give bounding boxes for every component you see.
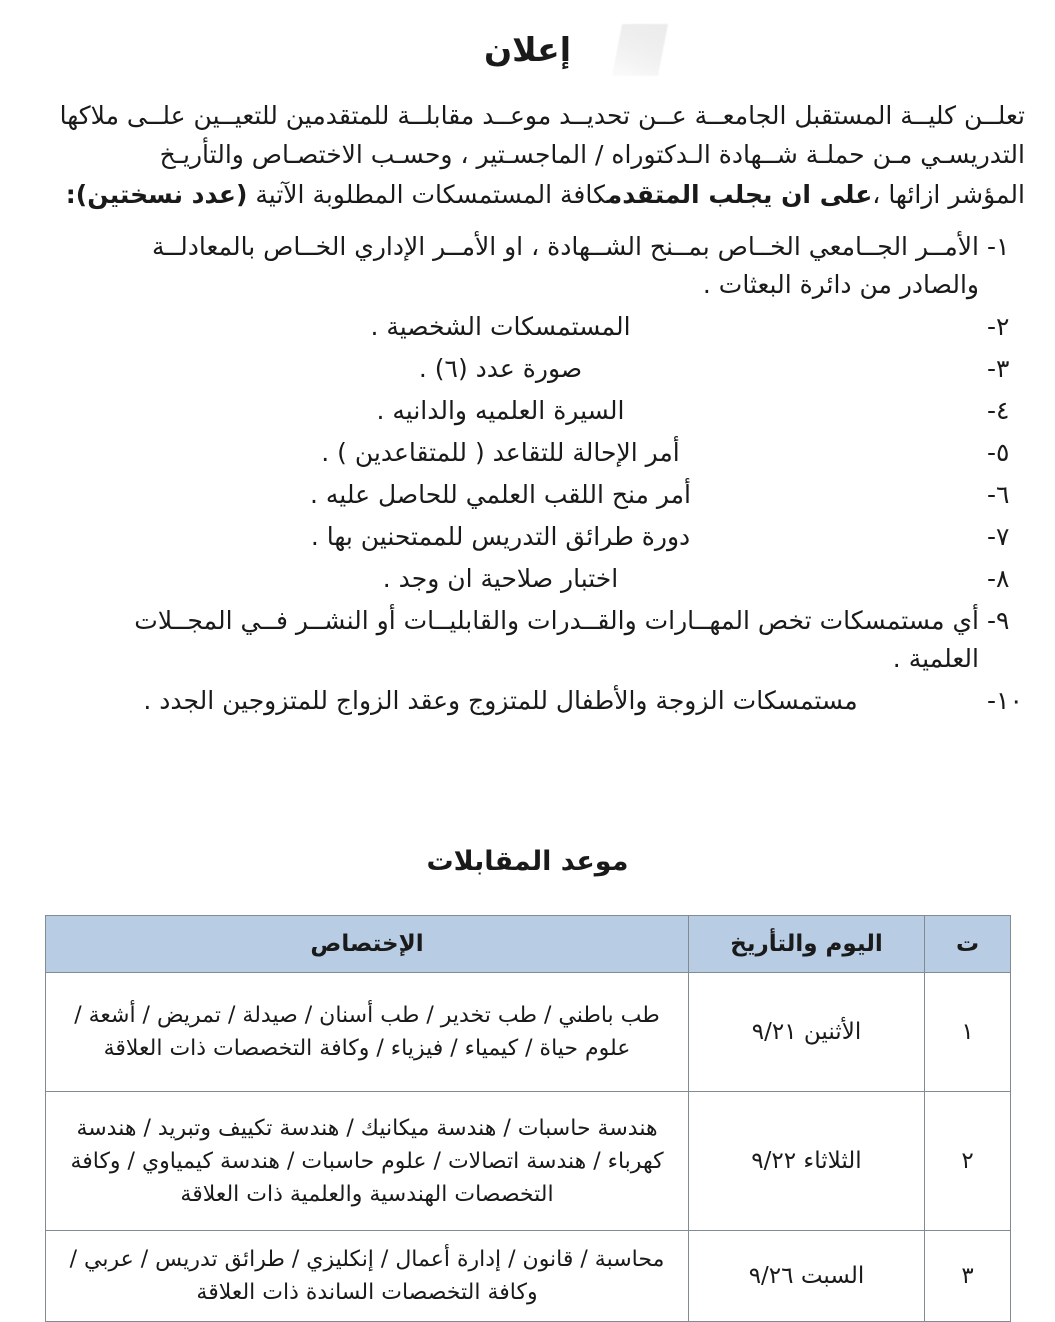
table-row [46, 973, 1011, 1092]
document-page [0, 30, 1055, 1322]
list-item-number: ٥- [987, 438, 1010, 468]
list-item-text: المستمسكات الشخصية . [370, 312, 631, 342]
row-day-date: الثلاثاء ٩/٢٢ [689, 1092, 925, 1231]
schedule-table-wrapper [45, 915, 1011, 1322]
intro-line-3 [30, 175, 1025, 215]
list-item [22, 560, 1033, 598]
list-item-line-1: الأمــر الجــامعي الخــاص بمــنح الشــهادة ، او الأمــر الإداري الخــاص بالمعادلــة [152, 232, 979, 262]
list-item-number: ٤- [987, 396, 1010, 426]
column-header-day-date: اليوم والتأريخ [689, 916, 925, 973]
spec-line: هندسة حاسبات / هندسة ميكانيك / هندسة تكييف وتبريد / هندسة [76, 1115, 658, 1141]
list-item [22, 602, 1033, 678]
intro-line-3-segment-a: المؤشر ازائها ،على ان يجلب المتقدمكافة المستمسكات المطلوبة الآتية (عدد نسختين): [65, 179, 1025, 209]
spec-line: محاسبة / قانون / إدارة أعمال / إنكليزي / طرائق تدريس / عربي / [69, 1247, 665, 1273]
list-item-text: أمر منح اللقب العلمي للحاصل عليه . [309, 480, 691, 510]
list-item [22, 476, 1033, 514]
spec-line: كهرباء / هندسة اتصالات / علوم حاسبات / هندسة كيمياوي / وكافة [70, 1148, 664, 1174]
table-header-row [46, 916, 1011, 973]
list-item-text: اختبار صلاحية ان وجد . [382, 564, 619, 594]
list-item-number: ٧- [987, 522, 1010, 552]
intro-bold-copies: (عدد نسختين) [75, 179, 248, 209]
list-item-text: صورة عدد (٦) . [418, 354, 583, 384]
spec-line: طب باطني / طب تخدير / طب أسنان / صيدلة / تمريض / أشعة / [74, 1003, 660, 1029]
row-specialization [46, 1092, 689, 1231]
list-item-text: مستمسكات الزوجة والأطفال للمتزوج وعقد الزواج للمتزوجين الجدد . [143, 686, 858, 716]
spec-line: التخصصات الهندسية والعلمية ذات العلاقة [180, 1181, 554, 1207]
row-day-date: الأثنين ٩/٢١ [689, 973, 925, 1092]
list-item-number: ١٠- [987, 686, 1023, 716]
list-item-number: ٦- [987, 480, 1010, 510]
list-item-number: ٨- [987, 564, 1010, 594]
column-header-index: ت [925, 916, 1011, 973]
table-row [46, 1231, 1011, 1322]
list-item-number: ١- [987, 232, 1010, 262]
list-item [22, 228, 1033, 304]
list-item [22, 392, 1033, 430]
list-item-text [22, 602, 979, 678]
column-header-specialization: الإختصاص [46, 916, 689, 973]
row-index: ٣ [925, 1231, 1011, 1322]
list-item [22, 308, 1033, 346]
list-item-line-1: أي مستمسكات تخص المهــارات والقــدرات والقابليــات أو النشــر فــي المجــلات [134, 606, 979, 636]
list-item-number: ٩- [987, 606, 1010, 636]
list-item-number: ٣- [987, 354, 1010, 384]
intro-line-2: التدريسـي مـن حملـة شــهادة الـدكتوراه / الماجسـتير ، وحسـب الاختصـاص والتأريـخ [159, 140, 1025, 170]
list-item-line-2: العلمية . [892, 644, 979, 674]
list-item [22, 350, 1033, 388]
spec-line: وكافة التخصصات الساندة ذات العلاقة [196, 1280, 538, 1306]
page-title: إعلان [483, 30, 572, 69]
list-item-text: السيرة العلميه والدانيه . [376, 396, 625, 426]
list-item-number: ٢- [987, 312, 1010, 342]
table-row [46, 1092, 1011, 1231]
row-day-date: السبت ٩/٢٦ [689, 1231, 925, 1322]
list-item-text [22, 228, 979, 304]
row-specialization [46, 973, 689, 1092]
intro-line-1: تعلــن كليــة المستقبل الجامعــة عــن تحديــد موعــد مقابلــة للمتقدمين للتعيــين علــى ملاكها [59, 100, 1025, 130]
row-index: ١ [925, 973, 1011, 1092]
table-header [46, 916, 1011, 973]
requirements-list [22, 228, 1033, 720]
intro-bold-applicant: على ان يجلب المتقدم [606, 179, 873, 209]
list-item-text: أمر الإحالة للتقاعد ( للمتقاعدين ) . [321, 438, 680, 468]
interview-schedule-table [45, 915, 1011, 1322]
list-item [22, 518, 1033, 556]
row-index: ٢ [925, 1092, 1011, 1231]
row-specialization [46, 1231, 689, 1322]
list-item [22, 434, 1033, 472]
intro-paragraph [30, 96, 1025, 215]
table-body [46, 973, 1011, 1322]
list-item [22, 682, 1033, 720]
intro-colon: : [65, 179, 76, 209]
spec-line: علوم حياة / كيمياء / فيزياء / وكافة التخصصات ذات العلاقة [103, 1036, 631, 1062]
interviews-heading: موعد المقابلات [426, 846, 629, 878]
list-item-line-2: والصادر من دائرة البعثات . [702, 270, 979, 300]
list-item-text: دورة طرائق التدريس للممتحنين بها . [310, 522, 691, 552]
